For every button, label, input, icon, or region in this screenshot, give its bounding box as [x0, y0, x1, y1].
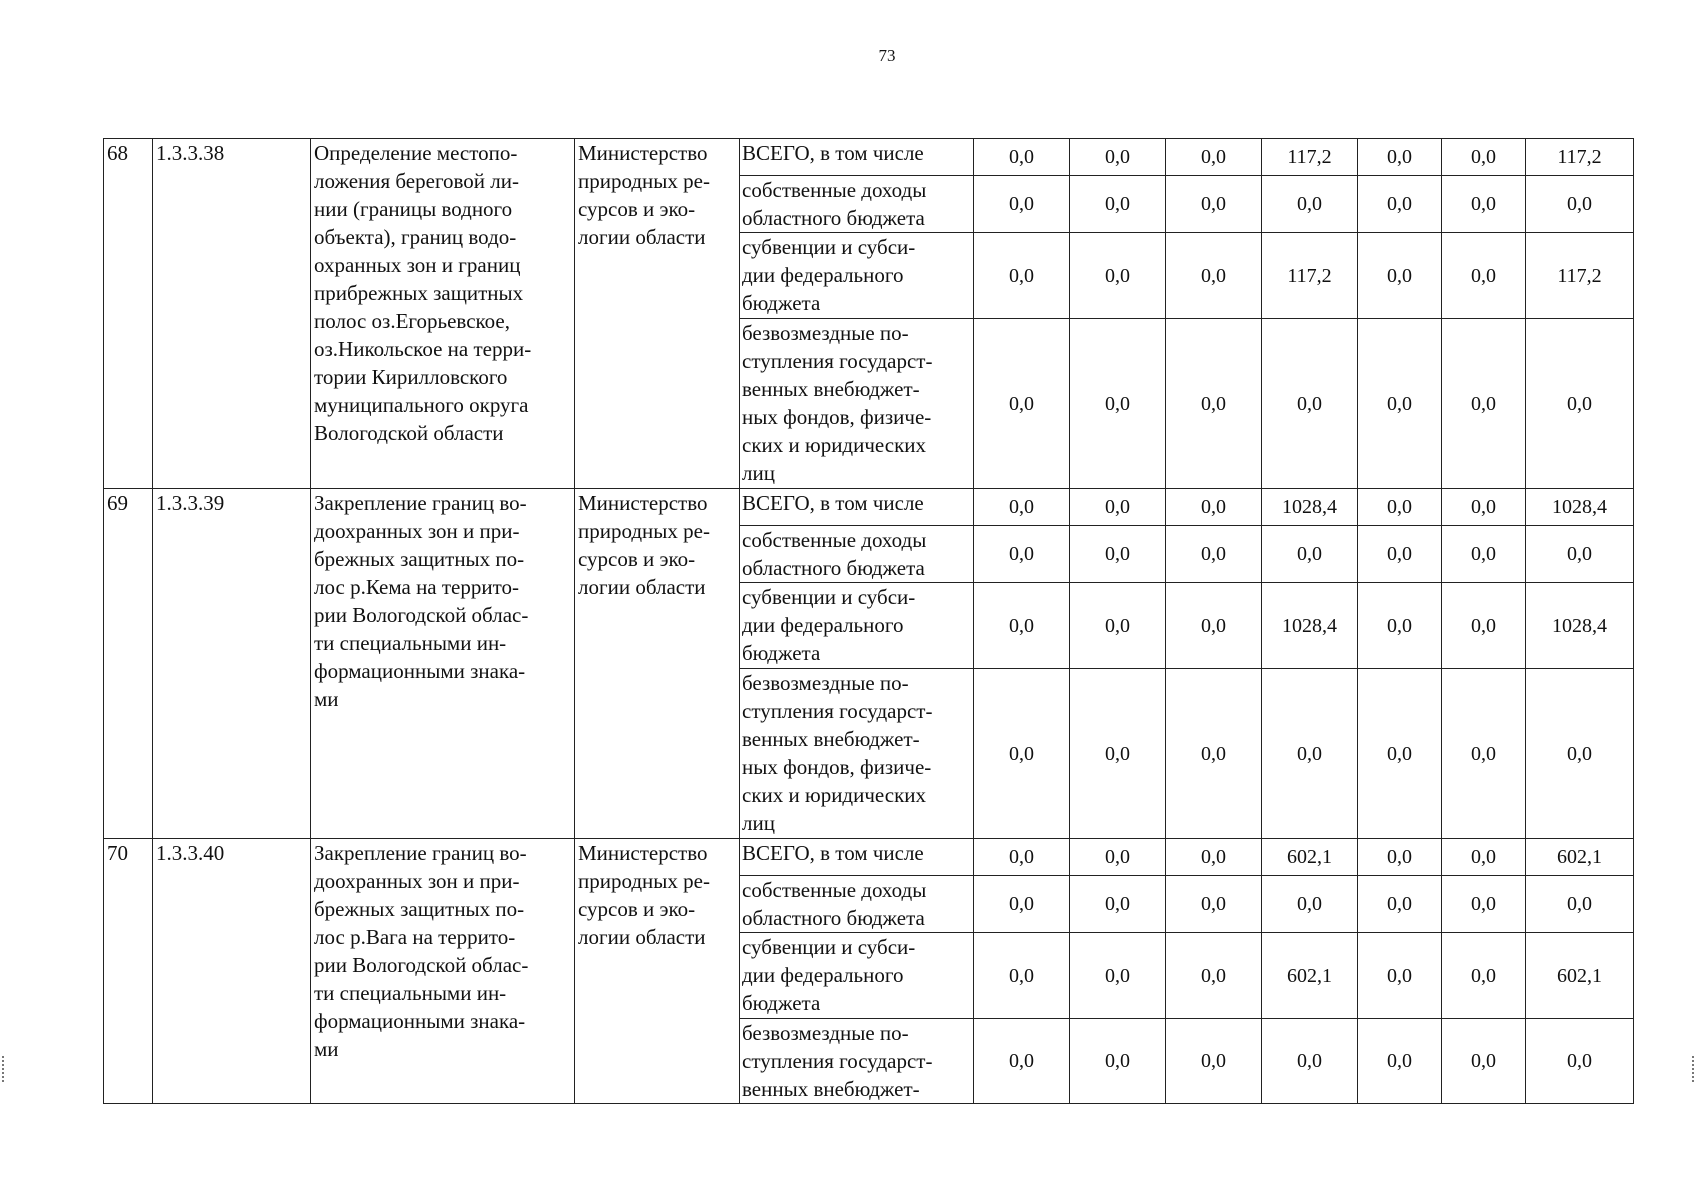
amount-cell: 0,0 [1070, 526, 1166, 583]
amount-cell: 0,0 [1166, 176, 1262, 233]
amount-cell: 0,0 [1166, 839, 1262, 876]
amount-cell: 0,0 [1358, 176, 1442, 233]
amount-cell: 0,0 [1166, 489, 1262, 526]
amount-cell: 0,0 [1442, 489, 1526, 526]
amount-cell: 0,0 [1070, 233, 1166, 319]
funding-source-cell: ВСЕГО, в том числе [740, 489, 974, 526]
amount-cell: 0,0 [1526, 669, 1634, 839]
amount-cell: 0,0 [1166, 526, 1262, 583]
amount-cell: 0,0 [974, 1019, 1070, 1104]
amount-cell: 0,0 [1166, 1019, 1262, 1104]
amount-cell: 602,1 [1262, 933, 1358, 1019]
amount-cell: 0,0 [1070, 839, 1166, 876]
amount-cell: 117,2 [1526, 233, 1634, 319]
item-code-cell: 1.3.3.38 [153, 139, 311, 489]
funding-source-cell: субвенции и субси- дии федерального бюджета [740, 233, 974, 319]
amount-cell: 602,1 [1526, 933, 1634, 1019]
funding-source-cell: субвенции и субси- дии федерального бюджета [740, 583, 974, 669]
funding-source-cell: собственные доходы областного бюджета [740, 526, 974, 583]
amount-cell: 1028,4 [1526, 489, 1634, 526]
amount-cell: 0,0 [1442, 1019, 1526, 1104]
amount-cell: 0,0 [974, 933, 1070, 1019]
row-number-cell: 68 [104, 139, 153, 489]
item-code-cell: 1.3.3.39 [153, 489, 311, 839]
amount-cell: 0,0 [1070, 139, 1166, 176]
amount-cell: 0,0 [1166, 139, 1262, 176]
amount-cell: 117,2 [1526, 139, 1634, 176]
funding-source-cell: безвозмездные по- ступления государст- венных внебюджет- ных фондов, физиче- ских и юридических лиц [740, 669, 974, 839]
funding-source-cell: ВСЕГО, в том числе [740, 139, 974, 176]
event-name-cell: Определение местопо- ложения береговой ли- нии (границы водного объекта), границ водо- охранных зон и границ прибрежных защитных полос оз.Егорьевское, оз.Никольское на терри- тории Кирилловского муниципального округа Вологодской области [311, 139, 575, 489]
amount-cell: 0,0 [1526, 1019, 1634, 1104]
executor-cell: Министерство природных ре- сурсов и эко- логии области [575, 489, 740, 839]
right-edge-mark [1692, 1056, 1696, 1082]
amount-cell: 0,0 [974, 489, 1070, 526]
amount-cell: 0,0 [1358, 669, 1442, 839]
amount-cell: 0,0 [1166, 933, 1262, 1019]
amount-cell: 0,0 [1526, 176, 1634, 233]
amount-cell: 0,0 [974, 876, 1070, 933]
amount-cell: 0,0 [1358, 139, 1442, 176]
amount-cell: 0,0 [974, 839, 1070, 876]
amount-cell: 0,0 [1166, 876, 1262, 933]
funding-source-cell: субвенции и субси- дии федерального бюджета [740, 933, 974, 1019]
amount-cell: 0,0 [974, 233, 1070, 319]
amount-cell: 0,0 [1358, 876, 1442, 933]
amount-cell: 0,0 [1358, 489, 1442, 526]
funding-source-cell: ВСЕГО, в том числе [740, 839, 974, 876]
event-name-cell: Закрепление границ во- доохранных зон и при- брежных защитных по- лос р.Вага на террито- рии Вологодской облас- ти специальными ин- формационными знака- ми [311, 839, 575, 1104]
item-code-cell: 1.3.3.40 [153, 839, 311, 1104]
amount-cell: 0,0 [974, 526, 1070, 583]
amount-cell: 0,0 [1442, 933, 1526, 1019]
amount-cell: 1028,4 [1526, 583, 1634, 669]
amount-cell: 0,0 [1070, 583, 1166, 669]
amount-cell: 0,0 [1166, 233, 1262, 319]
amount-cell: 0,0 [1442, 839, 1526, 876]
amount-cell: 0,0 [1262, 669, 1358, 839]
amount-cell: 0,0 [1070, 176, 1166, 233]
amount-cell: 0,0 [1166, 583, 1262, 669]
amount-cell: 0,0 [974, 139, 1070, 176]
amount-cell: 0,0 [1442, 526, 1526, 583]
amount-cell: 0,0 [1070, 319, 1166, 489]
amount-cell: 1028,4 [1262, 489, 1358, 526]
amount-cell: 0,0 [1526, 526, 1634, 583]
row-number-cell: 70 [104, 839, 153, 1104]
amount-cell: 0,0 [974, 583, 1070, 669]
amount-cell: 0,0 [1526, 876, 1634, 933]
table-row [104, 139, 1634, 176]
amount-cell: 0,0 [1358, 319, 1442, 489]
amount-cell: 0,0 [1442, 876, 1526, 933]
table-row [104, 839, 1634, 876]
funding-source-cell: безвозмездные по- ступления государст- венных внебюджет- ных фондов, физиче- ских и юридических лиц [740, 319, 974, 489]
amount-cell: 0,0 [1358, 1019, 1442, 1104]
amount-cell: 0,0 [1262, 176, 1358, 233]
funding-source-cell: безвозмездные по- ступления государст- венных внебюджет- [740, 1019, 974, 1104]
amount-cell: 0,0 [1358, 526, 1442, 583]
amount-cell: 0,0 [1070, 669, 1166, 839]
amount-cell: 0,0 [1262, 319, 1358, 489]
amount-cell: 0,0 [1358, 233, 1442, 319]
page-number: 73 [878, 46, 896, 65]
amount-cell: 0,0 [1442, 176, 1526, 233]
amount-cell: 0,0 [1262, 876, 1358, 933]
amount-cell: 0,0 [1262, 1019, 1358, 1104]
amount-cell: 602,1 [1262, 839, 1358, 876]
amount-cell: 0,0 [1442, 669, 1526, 839]
amount-cell: 117,2 [1262, 139, 1358, 176]
amount-cell: 0,0 [1070, 489, 1166, 526]
amount-cell: 0,0 [1442, 139, 1526, 176]
funding-source-cell: собственные доходы областного бюджета [740, 876, 974, 933]
amount-cell: 0,0 [1358, 933, 1442, 1019]
executor-cell: Министерство природных ре- сурсов и эко- логии области [575, 139, 740, 489]
amount-cell: 602,1 [1526, 839, 1634, 876]
event-name-cell: Закрепление границ во- доохранных зон и при- брежных защитных по- лос р.Кема на террито- рии Вологодской облас- ти специальными ин- формационными знака- ми [311, 489, 575, 839]
amount-cell: 0,0 [1358, 839, 1442, 876]
row-number-cell: 69 [104, 489, 153, 839]
left-edge-mark [2, 1056, 6, 1082]
executor-cell: Министерство природных ре- сурсов и эко- логии области [575, 839, 740, 1104]
funding-source-cell: собственные доходы областного бюджета [740, 176, 974, 233]
amount-cell: 0,0 [974, 319, 1070, 489]
amount-cell: 0,0 [1070, 1019, 1166, 1104]
amount-cell: 0,0 [1070, 876, 1166, 933]
amount-cell: 0,0 [1166, 319, 1262, 489]
amount-cell: 0,0 [1442, 583, 1526, 669]
table-row [104, 489, 1634, 526]
amount-cell: 0,0 [1442, 233, 1526, 319]
amount-cell: 0,0 [1358, 583, 1442, 669]
amount-cell: 0,0 [1262, 526, 1358, 583]
amount-cell: 0,0 [974, 176, 1070, 233]
amount-cell: 0,0 [1526, 319, 1634, 489]
amount-cell: 0,0 [1166, 669, 1262, 839]
amount-cell: 0,0 [1442, 319, 1526, 489]
amount-cell: 117,2 [1262, 233, 1358, 319]
budget-table [103, 138, 1634, 1104]
amount-cell: 1028,4 [1262, 583, 1358, 669]
amount-cell: 0,0 [1070, 933, 1166, 1019]
amount-cell: 0,0 [974, 669, 1070, 839]
